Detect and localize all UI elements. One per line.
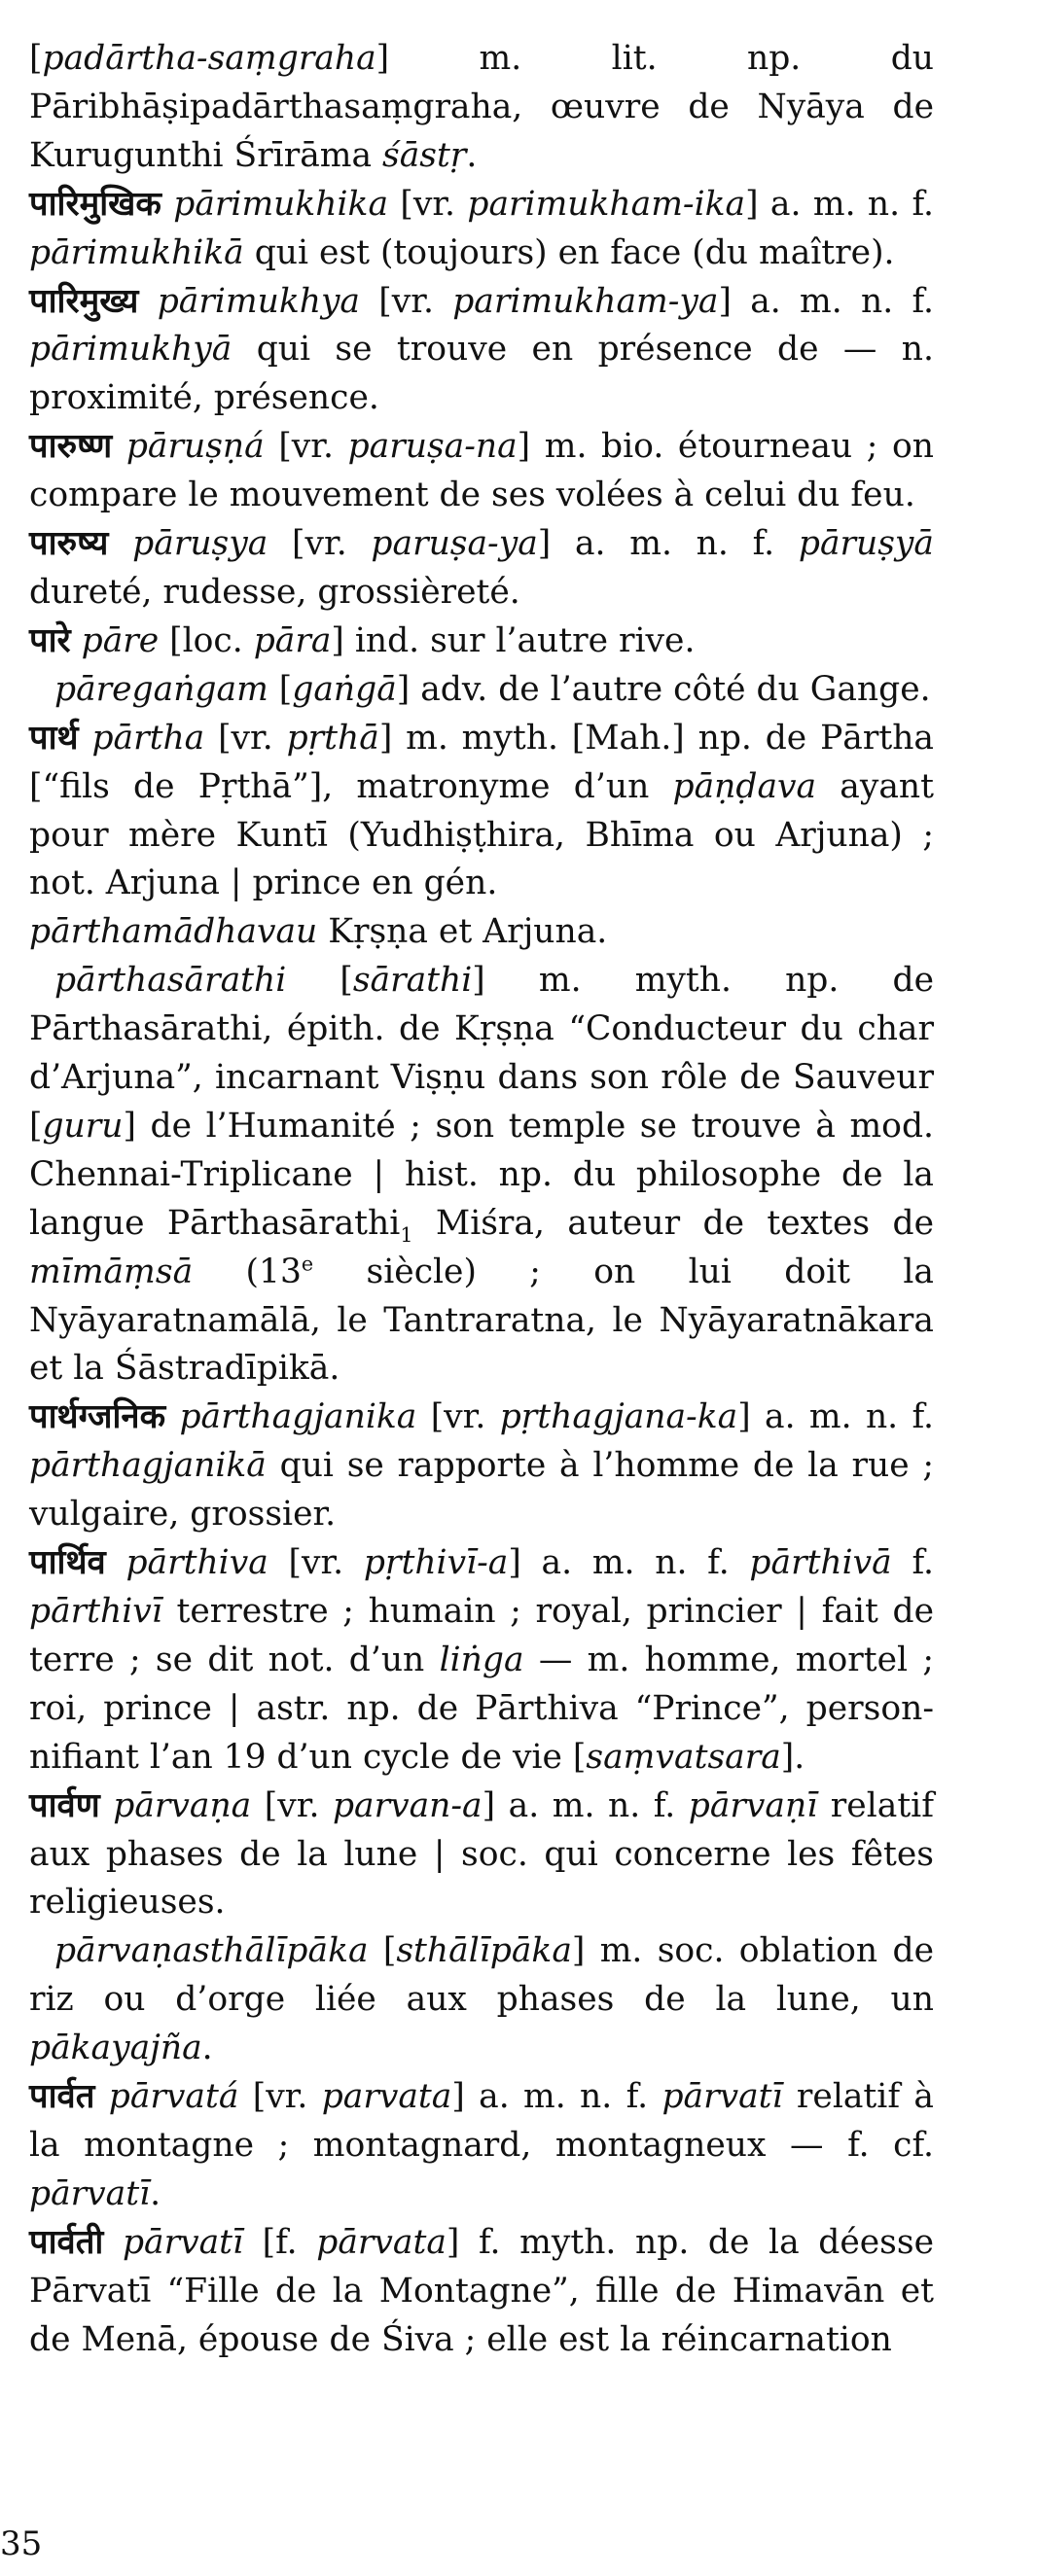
entry-parvana: पार्वण pārvaṇa [vr. parvan-a] a. m. n. f. pārvaṇī relatif aux phases de la lune | soc. qui concerne les fêtes religieuses. bbox=[29, 1785, 934, 1923]
entry-parusna: पारुष्ण pāruṣṇá [vr. paruṣa-na] m. bio. étourneau ; on compare le mouvement de ses volées à celui du feu. bbox=[29, 427, 934, 515]
headword-transliteration: pārthiva bbox=[125, 1543, 268, 1583]
headword-devanagari: पारुष्ण bbox=[29, 427, 113, 467]
entry-parimukhika: पारिमुखिक pārimukhika [vr. parimukham-ika] a. m. n. f. pārimukhikā qui est (toujours) en face (du maître). bbox=[29, 184, 934, 272]
entry-padartha-samgraha: [padārtha-saṃgraha] m. lit. np. du Pāribhāṣipadārthasaṃgraha, œuvre de Nyāya de Kurugunthi Śrīrāma śāstṛ. bbox=[29, 39, 934, 175]
headword-devanagari: पारिमुखिक bbox=[29, 184, 161, 224]
headword-devanagari: पार्वण bbox=[29, 1785, 100, 1825]
entry-parthiva: पार्थिव pārthiva [vr. pṛthivī-a] a. m. n. f. pārthivā f. pārthivī terrestre ; humain ; royal, princier | fait de terre ; se dit not. d’un liṅga — m. homme, mortel ; roi, prince | astr. np. de Pārthiva “Prince”, personnifiant l’an 19 d’un cycle de vie [saṃvatsara]. bbox=[29, 1543, 934, 1777]
headword-transliteration: pāruṣya bbox=[132, 524, 268, 564]
headword-transliteration: pārvatī bbox=[122, 2222, 244, 2262]
entry-parvata: पार्वत pārvatá [vr. parvata] a. m. n. f. pārvatī relatif à la montagne ; montagnard, montagneux — f. cf. pārvatī. bbox=[29, 2077, 935, 2213]
headword-transliteration: pārvatá bbox=[108, 2077, 239, 2117]
headword-transliteration: pārvaṇa bbox=[113, 1785, 252, 1825]
entry-parimukhya: पारिमुख्य pārimukhya [vr. parimukham-ya] a. m. n. f. pārimukhyā qui se trouve en présence de — n. proximité, présence. bbox=[29, 281, 934, 418]
subentry-headword: pārthasārathi bbox=[54, 961, 287, 1001]
headword-devanagari: पार्वत bbox=[29, 2077, 95, 2117]
headword-transliteration: pārtha bbox=[91, 718, 205, 758]
entry-partha: पार्थ pārtha [vr. pṛthā] m. myth. [Mah.] np. de Pārtha [“fils de Pṛthā”], matronyme d’un pāṇḍava ayant pour mère Kuntī (Yudhiṣṭhira, Bhīma ou Arjuna) ; not. Arjuna | prince en gén. bbox=[29, 718, 934, 903]
headword-transliteration: pārimukhya bbox=[157, 281, 361, 321]
subentry-paregangam: pāregaṅgam [gaṅgā] adv. de l’autre côté du Gange. bbox=[54, 669, 931, 709]
subentry-parvanasthalipaka: pārvaṇasthālīpāka [sthālīpāka] m. soc. oblation de riz ou d’orge liée aux phases de la lune, un pākayajña. bbox=[29, 1931, 934, 2068]
entry-parvati: पार्वती pārvatī [f. pārvata] f. myth. np. de la déesse Pārvatī “Fille de la Montagne”, fille de Himavān et de Menā, épouse de Śiva ; elle est la réincarnation bbox=[29, 2222, 934, 2359]
headword-transliteration: pārthagjanika bbox=[179, 1397, 417, 1437]
subentry-headword: pāregaṅgam bbox=[54, 669, 268, 709]
headword-devanagari: पार्थ bbox=[29, 718, 79, 758]
subentry-parthamadhavau: pārthamādhavau Kṛṣṇa et Arjuna. bbox=[29, 912, 608, 952]
subentry-parthasarathi: pārthasārathi [sārathi] m. myth. np. de Pārthasārathi, épith. de Kṛṣṇa “Conducteur du char d’Arjuna”, incarnant Viṣṇu dans son rôle de Sauveur [guru] de l’Humanité ; son temple se trouve à mod. Chennai-Triplicane | hist. np. du philosophe de la langue Pārthasārathi$_1$ Miśra, auteur de textes de mīmāṃsā (13e siècle) ; on lui doit la Nyāyaratnamālā, le Tantraratna, le Nyāyaratnākara et la Śāstradīpikā. bbox=[29, 961, 935, 1389]
headword-transliteration: pāre bbox=[81, 620, 160, 660]
headword-devanagari: पार्थिव bbox=[29, 1543, 106, 1583]
entry-parusya: पारुष्य pāruṣya [vr. paruṣa-ya] a. m. n. f. pāruṣyā dureté, rudesse, grossièreté. bbox=[29, 524, 934, 612]
entry-pare: पारे pāre [loc. pāra] ind. sur l’autre rive. bbox=[29, 620, 696, 660]
headword-devanagari: पारे bbox=[29, 620, 71, 660]
headword-transliteration: pāruṣṇá bbox=[125, 427, 265, 467]
dictionary-column bbox=[29, 35, 934, 2365]
headword-devanagari: पारुष्य bbox=[29, 524, 109, 564]
headword-devanagari: पारिमुख्य bbox=[29, 281, 139, 321]
subentry-headword: pārthamādhavau bbox=[29, 912, 318, 952]
headword-devanagari: पार्थग्जनिक bbox=[29, 1397, 166, 1437]
entry-parthagjanika: पार्थग्जनिक pārthagjanika [vr. pṛthagjana-ka] a. m. n. f. pārthagjanikā qui se rapporte à l’homme de la rue ; vulgaire, grossier. bbox=[29, 1397, 935, 1535]
page-number: 35 bbox=[0, 2524, 43, 2563]
headword-transliteration: pārimukhika bbox=[173, 184, 389, 224]
headword-devanagari: पार्वती bbox=[29, 2222, 104, 2262]
subentry-headword: pārvaṇasthālīpāka bbox=[54, 1931, 369, 1971]
